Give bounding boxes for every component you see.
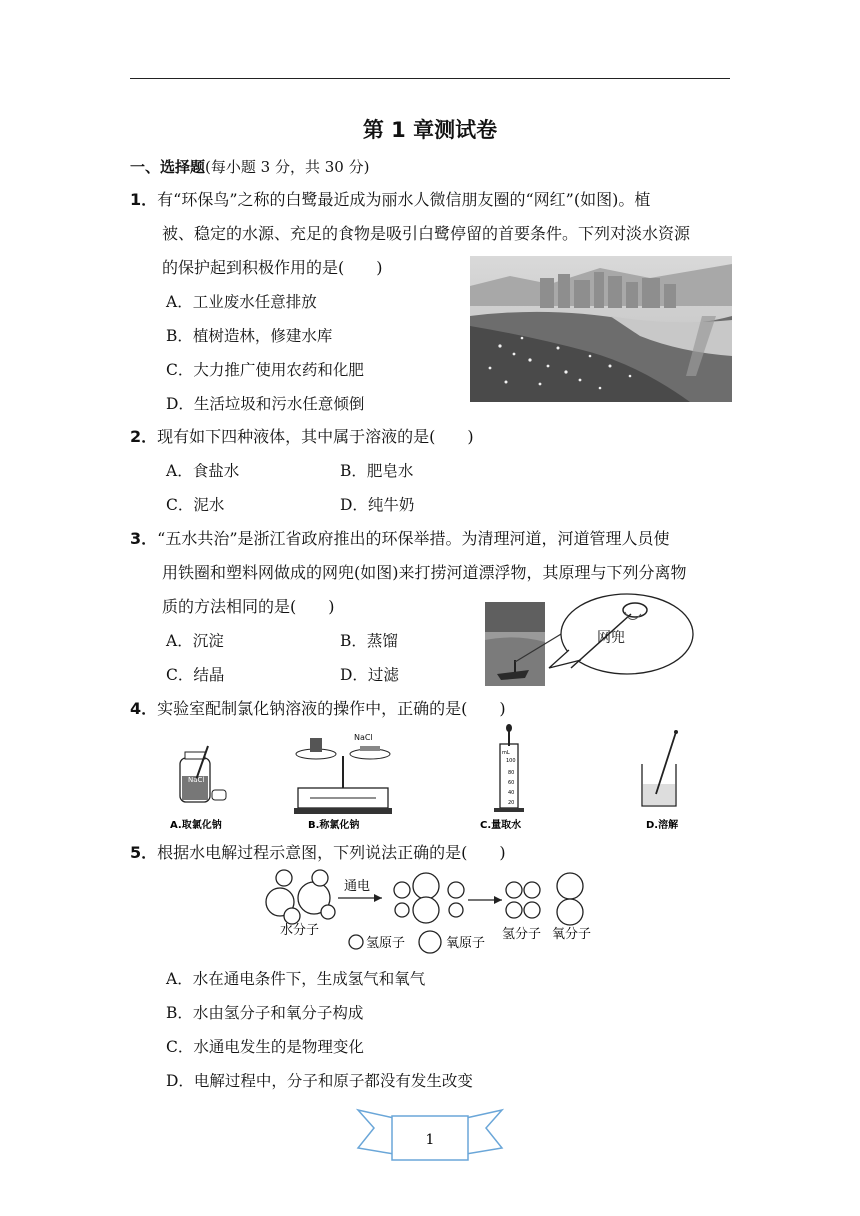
beaker-icon	[642, 730, 678, 806]
caption-b: B.称氯化钠	[308, 820, 360, 831]
question-text: 实验室配制氯化钠溶液的操作中，正确的是( )	[157, 699, 506, 718]
hydrogen-molecule-label: 氢分子	[502, 927, 542, 942]
net-photo	[485, 590, 725, 690]
page-title: 第 1 章测试卷	[362, 118, 498, 142]
q2-option-d[interactable]: D．纯牛奶	[340, 496, 415, 514]
question-text: 有“环保鸟”之称的白鹭最近成为丽水人微信朋友圈的“网红”(如图)。植	[157, 190, 651, 209]
net-label: 网兜	[597, 630, 625, 646]
question-number: 1．	[130, 190, 158, 209]
cylinder-tick: 40	[508, 790, 515, 796]
q5-option-d[interactable]: D．电解过程中，分子和原子都没有发生改变	[166, 1072, 473, 1090]
caption-d: D.溶解	[646, 820, 679, 831]
question-1-line-2: 被、稳定的水源、充足的食物是吸引白鹭停留的首要条件。下列对淡水资源	[162, 224, 691, 243]
question-3-line-1	[130, 528, 670, 550]
question-number: 2．	[130, 427, 158, 446]
caption-c: C.量取水	[480, 820, 522, 831]
page-number-ribbon	[356, 1104, 504, 1162]
question-number: 5．	[130, 843, 158, 862]
header-rule	[130, 78, 730, 79]
question-number: 3．	[130, 529, 158, 548]
q2-option-b[interactable]: B．肥皂水	[340, 462, 414, 480]
cylinder-unit: mL	[502, 750, 510, 756]
section-note: (每小题 3 分，共 30 分)	[205, 158, 370, 176]
graduated-cylinder-icon	[494, 724, 524, 812]
question-4-line-1	[130, 698, 506, 720]
question-1-line-3: 的保护起到积极作用的是( )	[162, 258, 383, 277]
electrolysis-diagram	[262, 868, 602, 958]
question-text: 现有如下四种液体，其中属于溶液的是( )	[157, 427, 474, 446]
cylinder-tick: 20	[508, 800, 515, 806]
q3-option-b[interactable]: B．蒸馏	[340, 632, 398, 650]
q2-option-c[interactable]: C．泥水	[166, 496, 225, 514]
arrow-label: 通电	[344, 879, 371, 894]
page-number: 1	[425, 1132, 435, 1148]
question-text: “五水共治”是浙江省政府推出的环保举措。为清理河道，河道管理人员使	[157, 529, 670, 548]
cylinder-tick: 100	[506, 758, 516, 764]
q3-option-d[interactable]: D．过滤	[340, 666, 399, 684]
question-1-line-1	[130, 189, 650, 211]
q2-option-a[interactable]: A．食盐水	[166, 462, 240, 480]
q1-option-c[interactable]: C．大力推广使用农药和化肥	[166, 361, 364, 379]
question-number: 4．	[130, 699, 158, 718]
q3-option-c[interactable]: C．结晶	[166, 666, 225, 684]
oxygen-atom-legend: 氧原子	[446, 936, 486, 951]
caption-a: A.取氯化钠	[170, 820, 222, 831]
egret-photo	[470, 256, 732, 402]
cylinder-tick: 80	[508, 770, 515, 776]
balance-icon	[294, 733, 392, 814]
q1-option-a[interactable]: A．工业废水任意排放	[166, 293, 317, 311]
nacl-jar-icon	[180, 746, 226, 802]
section-heading	[130, 156, 369, 178]
q3-option-a[interactable]: A．沉淀	[166, 632, 224, 650]
question-2-line-1	[130, 426, 474, 448]
q5-option-c[interactable]: C．水通电发生的是物理变化	[166, 1038, 364, 1056]
question-text: 根据水电解过程示意图，下列说法正确的是( )	[157, 843, 506, 862]
q1-option-b[interactable]: B．植树造林，修建水库	[166, 327, 333, 345]
question-5-line-1	[130, 842, 506, 864]
q1-option-d[interactable]: D．生活垃圾和污水任意倾倒	[166, 395, 365, 413]
q5-option-b[interactable]: B．水由氢分子和氧分子构成	[166, 1004, 364, 1022]
oxygen-molecule-label: 氧分子	[552, 927, 592, 942]
section-title: 一、选择题	[130, 158, 206, 176]
lab-operations-figure	[160, 724, 710, 836]
cylinder-tick: 60	[508, 780, 515, 786]
q5-option-a[interactable]: A．水在通电条件下，生成氢气和氧气	[166, 970, 426, 988]
jar-label: NaCl	[188, 776, 205, 784]
water-molecule-label: 水分子	[280, 923, 320, 938]
question-3-line-3: 质的方法相同的是( )	[162, 597, 335, 616]
question-3-line-2: 用铁圈和塑料网做成的网兜(如图)来打捞河道漂浮物，其原理与下列分离物	[162, 563, 687, 582]
balance-label: NaCl	[354, 733, 373, 742]
hydrogen-atom-legend: 氢原子	[366, 936, 406, 951]
